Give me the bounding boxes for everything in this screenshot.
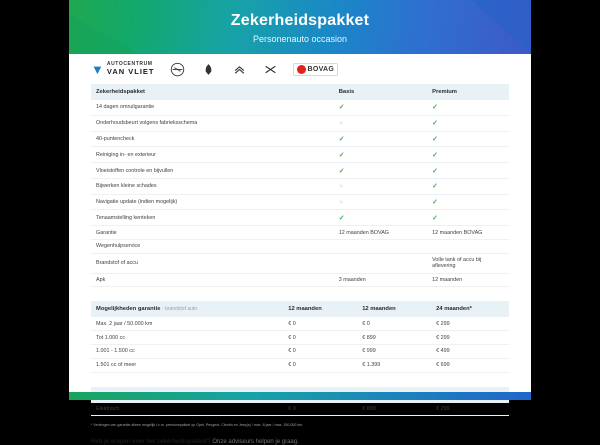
row-feature-label: Garantie bbox=[91, 226, 334, 240]
cell-value: Volle tank of accu bij aflevering bbox=[432, 257, 482, 270]
package-table-body bbox=[91, 100, 509, 287]
table-row bbox=[91, 226, 509, 240]
row-label: Max. 2 jaar / 50.000 km bbox=[91, 317, 283, 330]
row-price-2: € 899 bbox=[357, 331, 431, 345]
row-basis-value bbox=[334, 194, 427, 210]
peugeot-logo-icon bbox=[200, 61, 217, 78]
row-label: Tot 1.000 cc bbox=[91, 331, 283, 345]
table-row bbox=[91, 331, 509, 345]
bovag-label: BOVAG bbox=[307, 65, 335, 73]
dealer-logo bbox=[91, 62, 155, 75]
row-label: 1.501 cc of meer bbox=[91, 358, 283, 372]
table-row bbox=[91, 253, 509, 273]
check-icon: ✓ bbox=[338, 135, 345, 143]
row-basis-value bbox=[334, 240, 427, 254]
main-package-table-wrap bbox=[69, 84, 531, 287]
col-header-fuel-c1: 12 maanden bbox=[283, 301, 357, 317]
table-row bbox=[91, 358, 509, 372]
table-row bbox=[91, 131, 509, 147]
row-price-1: € 0 bbox=[283, 331, 357, 345]
row-feature-label: Onderhoudsbeurt volgens fabrieksschema bbox=[91, 115, 334, 131]
bovag-mark-icon bbox=[297, 65, 306, 74]
warranty-fuel-subtitle: - brandstof auto bbox=[162, 306, 198, 313]
row-price-1: € 0 bbox=[283, 344, 357, 358]
row-premium-value bbox=[427, 253, 509, 273]
cross-icon: ✕ bbox=[338, 120, 344, 127]
cta-rest: Onze adviseurs helpen je graag. bbox=[210, 438, 299, 445]
check-icon: ✓ bbox=[432, 183, 438, 191]
row-premium-value bbox=[427, 273, 509, 287]
table-row bbox=[91, 147, 509, 163]
cross-icon: ✕ bbox=[338, 199, 344, 206]
row-price-3: € 699 bbox=[431, 358, 509, 372]
row-basis-value bbox=[334, 226, 427, 240]
warranty-ev-body bbox=[91, 403, 509, 416]
table-row bbox=[91, 344, 509, 358]
cross-icon: ✕ bbox=[338, 183, 344, 190]
cell-value: 12 maanden BOVAG bbox=[432, 229, 483, 236]
ds-logo-icon bbox=[262, 61, 279, 78]
warranty-fuel-title: Mogelijkheden garantie bbox=[96, 306, 161, 313]
footnote-text: * Verlengen van garantie alleen mogelijk i.c.m. premiumpakket op Opel, Peugeot, Citroën en Jeep(s) / max. 8 jaar / max. 150.000 km. bbox=[91, 423, 304, 428]
row-premium-value bbox=[427, 115, 509, 131]
dealer-logo-line2: VAN VLIET bbox=[106, 66, 155, 76]
cta-question: Heb je vragen over het zekerheidspakket? bbox=[91, 438, 211, 445]
row-feature-label: Vloeistoffen controle en bijvullen bbox=[91, 163, 334, 179]
cell-value: 12 maanden bbox=[432, 276, 463, 283]
row-basis-value bbox=[334, 163, 427, 179]
col-header-premium: Premium bbox=[427, 84, 509, 100]
row-premium-value bbox=[427, 100, 509, 115]
table-header-row bbox=[91, 301, 509, 317]
row-price-3: € 499 bbox=[431, 344, 509, 358]
brand-logo-bar bbox=[69, 54, 531, 84]
row-price-2: € 0 bbox=[357, 317, 431, 330]
row-label: Elektrisch bbox=[91, 403, 283, 416]
document-page bbox=[69, 0, 531, 445]
col-header-fuel-c3: 24 maanden* bbox=[431, 301, 509, 317]
row-price-3: € 299 bbox=[431, 317, 509, 330]
row-feature-label: Wegenhulpservice bbox=[91, 240, 334, 254]
chevron-logo-icon: ▼ bbox=[91, 61, 104, 77]
row-price-2: € 899 bbox=[357, 403, 431, 416]
row-feature-label: Navigatie update (indien mogelijk) bbox=[91, 194, 334, 210]
row-feature-label: Reiniging in- en exterieur bbox=[91, 147, 334, 163]
row-feature-label: Brandstof of accu bbox=[91, 253, 334, 273]
warranty-fuel-table bbox=[91, 301, 509, 372]
warranty-ev-table-wrap bbox=[69, 387, 531, 417]
row-premium-value bbox=[427, 163, 509, 179]
row-price-2: € 1.399 bbox=[357, 358, 431, 372]
row-price-1: € 0 bbox=[283, 358, 357, 372]
cell-value: 12 maanden BOVAG bbox=[338, 229, 389, 236]
row-label: 1.001 - 1.500 cc bbox=[91, 344, 283, 358]
row-premium-value bbox=[427, 210, 509, 226]
package-comparison-table bbox=[91, 84, 509, 287]
row-basis-value bbox=[334, 210, 427, 226]
table-row bbox=[91, 100, 509, 115]
col-header-warranty-fuel bbox=[91, 301, 283, 317]
page-title: Zekerheidspakket bbox=[230, 12, 370, 29]
row-price-3: € 299 bbox=[431, 403, 509, 416]
bovag-logo bbox=[293, 63, 339, 76]
dealer-logo-line1: AUTOCENTRUM bbox=[106, 61, 153, 68]
cta-line bbox=[69, 429, 531, 445]
check-icon: ✓ bbox=[432, 167, 438, 175]
citroen-logo-icon bbox=[231, 61, 248, 78]
row-premium-value bbox=[427, 194, 509, 210]
row-basis-value bbox=[334, 178, 427, 194]
document-header bbox=[69, 0, 531, 54]
row-price-1: € 0 bbox=[283, 317, 357, 330]
table-row bbox=[91, 273, 509, 287]
check-icon: ✓ bbox=[432, 135, 438, 143]
table-spacer-2 bbox=[69, 373, 531, 387]
row-feature-label: 40-puntencheck bbox=[91, 131, 334, 147]
check-icon: ✓ bbox=[338, 104, 345, 112]
row-premium-value bbox=[427, 178, 509, 194]
footer-color-bar bbox=[69, 392, 531, 400]
table-row bbox=[91, 240, 509, 254]
table-row bbox=[91, 317, 509, 330]
row-feature-label: Apk bbox=[91, 273, 334, 287]
row-price-2: € 999 bbox=[357, 344, 431, 358]
check-icon: ✓ bbox=[338, 214, 345, 222]
warranty-fuel-body bbox=[91, 317, 509, 372]
table-row bbox=[91, 210, 509, 226]
check-icon: ✓ bbox=[432, 151, 438, 159]
row-basis-value bbox=[334, 115, 427, 131]
row-basis-value bbox=[334, 100, 427, 115]
row-premium-value bbox=[427, 147, 509, 163]
table-row bbox=[91, 194, 509, 210]
table-header-row bbox=[91, 84, 509, 100]
table-row bbox=[91, 178, 509, 194]
opel-logo-icon bbox=[169, 61, 186, 78]
row-basis-value bbox=[334, 131, 427, 147]
check-icon: ✓ bbox=[432, 104, 438, 112]
row-feature-label: 14 dagen omruilgarantie bbox=[91, 100, 334, 115]
check-icon: ✓ bbox=[338, 167, 345, 175]
check-icon: ✓ bbox=[338, 151, 345, 159]
check-icon: ✓ bbox=[432, 120, 438, 128]
row-price-3: € 299 bbox=[431, 331, 509, 345]
table-spacer-1 bbox=[69, 287, 531, 301]
col-header-fuel-c2: 12 maanden bbox=[357, 301, 431, 317]
cell-value: 3 maanden bbox=[338, 276, 366, 283]
warranty-ev-table bbox=[91, 387, 509, 417]
row-basis-value bbox=[334, 147, 427, 163]
row-premium-value bbox=[427, 226, 509, 240]
page-subtitle: Personenauto occasion bbox=[252, 34, 348, 44]
check-icon: ✓ bbox=[432, 199, 438, 207]
row-premium-value bbox=[427, 240, 509, 254]
row-basis-value bbox=[334, 273, 427, 287]
row-basis-value bbox=[334, 253, 427, 273]
row-feature-label: Bijwerken kleine schades bbox=[91, 178, 334, 194]
col-header-basis: Basis bbox=[334, 84, 427, 100]
table-row bbox=[91, 163, 509, 179]
table-row bbox=[91, 115, 509, 131]
row-premium-value bbox=[427, 131, 509, 147]
col-header-feature: Zekerheidspakket bbox=[91, 84, 334, 100]
row-feature-label: Tenaamstelling kenteken bbox=[91, 210, 334, 226]
row-price-1: € 0 bbox=[283, 403, 357, 416]
table-row bbox=[91, 403, 509, 416]
warranty-fuel-table-wrap bbox=[69, 301, 531, 372]
check-icon: ✓ bbox=[432, 214, 438, 222]
